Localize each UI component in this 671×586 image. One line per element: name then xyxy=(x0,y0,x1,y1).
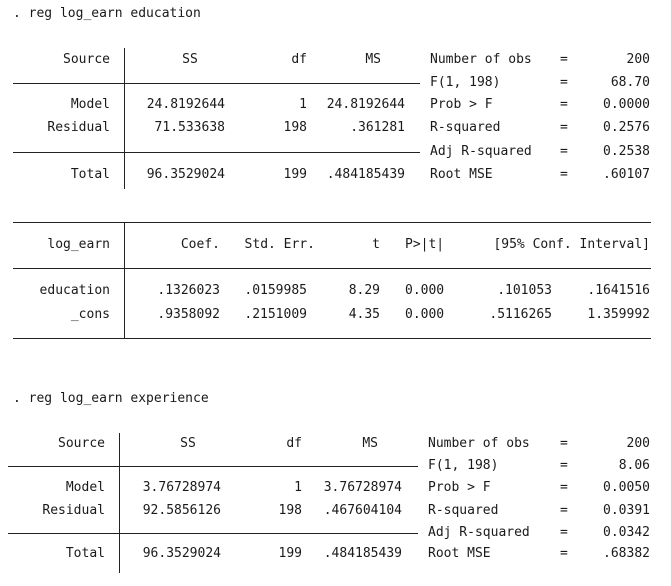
header-coef: Coef. xyxy=(180,237,220,252)
equals-sign: = xyxy=(560,144,568,159)
row-source: Model xyxy=(65,480,105,495)
equals-sign: = xyxy=(560,75,568,90)
row-ss: 24.8192644 xyxy=(146,97,225,112)
stat-label: R-squared xyxy=(428,503,499,518)
row-df: 199 xyxy=(278,546,302,561)
equals-sign: = xyxy=(560,436,568,451)
stat-value: 0.2538 xyxy=(603,144,650,159)
stat-label: Number of obs xyxy=(428,436,530,451)
divider-line xyxy=(8,466,418,467)
equals-sign: = xyxy=(560,52,568,67)
coef-value: .9358092 xyxy=(157,307,220,322)
stat-value: 0.0000 xyxy=(603,97,650,112)
row-source: Total xyxy=(70,167,110,182)
row-ss: 96.3529024 xyxy=(142,546,221,561)
row-ss: 3.76728974 xyxy=(142,480,221,495)
row-ss: 96.3529024 xyxy=(146,167,225,182)
row-source: Total xyxy=(65,546,105,561)
header-t: t xyxy=(372,237,380,252)
equals-sign: = xyxy=(560,525,568,540)
coef-t: 8.29 xyxy=(348,283,380,298)
row-ms: .361281 xyxy=(350,120,405,135)
row-df: 199 xyxy=(283,167,307,182)
row-ss: 71.533638 xyxy=(154,120,225,135)
stat-value: 8.06 xyxy=(618,458,650,473)
divider-line xyxy=(13,152,420,153)
coef-ci-high: 1.359992 xyxy=(587,307,650,322)
divider-line xyxy=(119,433,120,573)
coef-var: education xyxy=(39,283,110,298)
equals-sign: = xyxy=(560,97,568,112)
header-source: Source xyxy=(63,52,110,67)
command-line-2: . reg log_earn experience xyxy=(13,391,209,406)
row-df: 1 xyxy=(294,480,302,495)
header-ss: SS xyxy=(182,52,198,67)
header-source: Source xyxy=(58,436,105,451)
row-ms: 24.8192644 xyxy=(326,97,405,112)
row-ms: .484185439 xyxy=(323,546,402,561)
header-ms: MS xyxy=(362,436,378,451)
stat-label: Adj R-squared xyxy=(430,144,532,159)
stat-label: F(1, 198) xyxy=(428,458,499,473)
coef-ci-high: .1641516 xyxy=(587,283,650,298)
divider-line xyxy=(13,338,651,339)
row-df: 198 xyxy=(278,503,302,518)
coef-se: .0159985 xyxy=(244,283,307,298)
header-ci: [95% Conf. Interval] xyxy=(493,237,650,252)
stat-value: 0.0342 xyxy=(603,525,650,540)
stat-label: Root MSE xyxy=(428,546,491,561)
header-p: P>|t| xyxy=(405,237,445,252)
stat-value: 0.2576 xyxy=(603,120,650,135)
command-line-1: . reg log_earn education xyxy=(13,6,201,21)
coef-var: _cons xyxy=(70,307,110,322)
divider-line xyxy=(124,222,125,339)
coef-t: 4.35 xyxy=(348,307,380,322)
stat-value: 200 xyxy=(626,436,650,451)
stat-label: Prob > F xyxy=(428,480,491,495)
header-df: df xyxy=(291,52,307,67)
coef-value: .1326023 xyxy=(157,283,220,298)
divider-line xyxy=(13,83,420,84)
divider-line xyxy=(13,222,651,223)
coef-se: .2151009 xyxy=(244,307,307,322)
header-df: df xyxy=(286,436,302,451)
row-ss: 92.5856126 xyxy=(142,503,221,518)
header-ms: MS xyxy=(365,52,381,67)
stat-value: 0.0050 xyxy=(603,480,650,495)
stat-label: Root MSE xyxy=(430,167,493,182)
coef-p: 0.000 xyxy=(405,307,445,322)
row-source: Residual xyxy=(42,503,105,518)
row-df: 198 xyxy=(283,120,307,135)
row-source: Model xyxy=(70,97,110,112)
stat-label: Prob > F xyxy=(430,97,493,112)
equals-sign: = xyxy=(560,167,568,182)
row-ms: .484185439 xyxy=(326,167,405,182)
stat-value: 200 xyxy=(626,52,650,67)
equals-sign: = xyxy=(560,120,568,135)
divider-line xyxy=(13,268,651,269)
coef-ci-low: .5116265 xyxy=(489,307,552,322)
divider-line xyxy=(124,48,125,189)
equals-sign: = xyxy=(560,458,568,473)
equals-sign: = xyxy=(560,503,568,518)
equals-sign: = xyxy=(560,480,568,495)
stat-value: 0.0391 xyxy=(603,503,650,518)
stat-label: Number of obs xyxy=(430,52,532,67)
coef-ci-low: .101053 xyxy=(497,283,552,298)
stat-value: 68.70 xyxy=(610,75,650,90)
row-ms: 3.76728974 xyxy=(323,480,402,495)
coef-p: 0.000 xyxy=(405,283,445,298)
stat-value: .68382 xyxy=(603,546,650,561)
header-std-err: Std. Err. xyxy=(244,237,315,252)
stat-value: .60107 xyxy=(603,167,650,182)
divider-line xyxy=(8,533,418,534)
stat-label: Adj R-squared xyxy=(428,525,530,540)
row-source: Residual xyxy=(47,120,110,135)
header-depvar: log_earn xyxy=(47,237,110,252)
stat-label: R-squared xyxy=(430,120,501,135)
header-ss: SS xyxy=(180,436,196,451)
row-ms: .467604104 xyxy=(323,503,402,518)
equals-sign: = xyxy=(560,546,568,561)
row-df: 1 xyxy=(299,97,307,112)
stat-label: F(1, 198) xyxy=(430,75,501,90)
